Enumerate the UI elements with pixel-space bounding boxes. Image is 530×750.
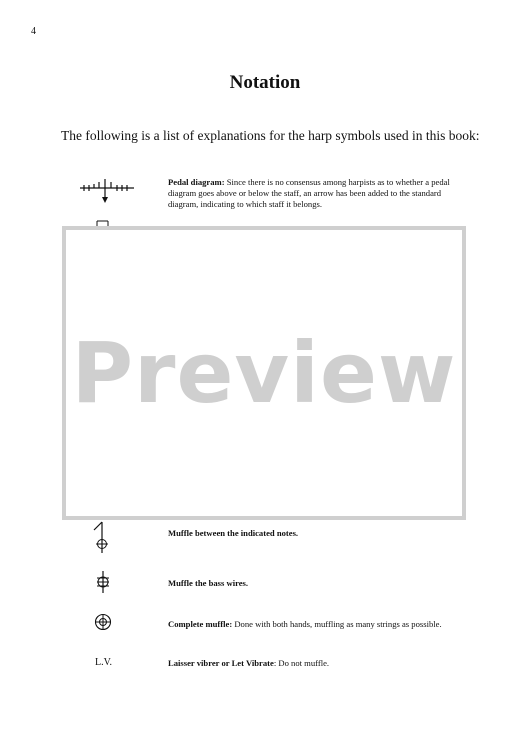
pedal-diagram-description [168, 177, 468, 210]
muffle-bass-term: Muffle the bass wires. [168, 578, 249, 588]
pedal-diagram-term: Pedal diagram: [168, 177, 225, 187]
muffle-between-term: Muffle between the indicated notes. [168, 528, 299, 538]
complete-muffle-description [168, 619, 468, 630]
complete-muffle-text: Done with both hands, muffling as many strings as possible. [232, 619, 442, 629]
lv-symbol: L.V. [95, 657, 113, 668]
pedal-diagram-icon [78, 177, 136, 207]
pedal-diagram-text: Since there is no consensus among harpists as to whether a pedal diagram goes above or below the staff, an arrow has been added to the standard diagram, indicating to which staff it belongs. [168, 177, 450, 209]
lv-text: : Do not muffle. [273, 658, 330, 668]
page-number: 4 [31, 26, 36, 37]
complete-muffle-icon [94, 613, 112, 631]
muffle-between-icon [90, 520, 112, 554]
lv-term: Laisser vibrer or Let Vibrate [168, 658, 274, 668]
preview-overlay [62, 226, 466, 520]
lv-description [168, 658, 468, 669]
page-title: Notation [229, 72, 301, 93]
intro-text: The following is a list of explanations for the harp symbols used in this book: [61, 128, 480, 143]
preview-watermark: Preview [71, 324, 457, 422]
muffle-between-description [168, 528, 468, 539]
muffle-bass-description [168, 578, 468, 589]
complete-muffle-term: Complete muffle: [168, 619, 233, 629]
muffle-bass-icon [95, 571, 111, 593]
